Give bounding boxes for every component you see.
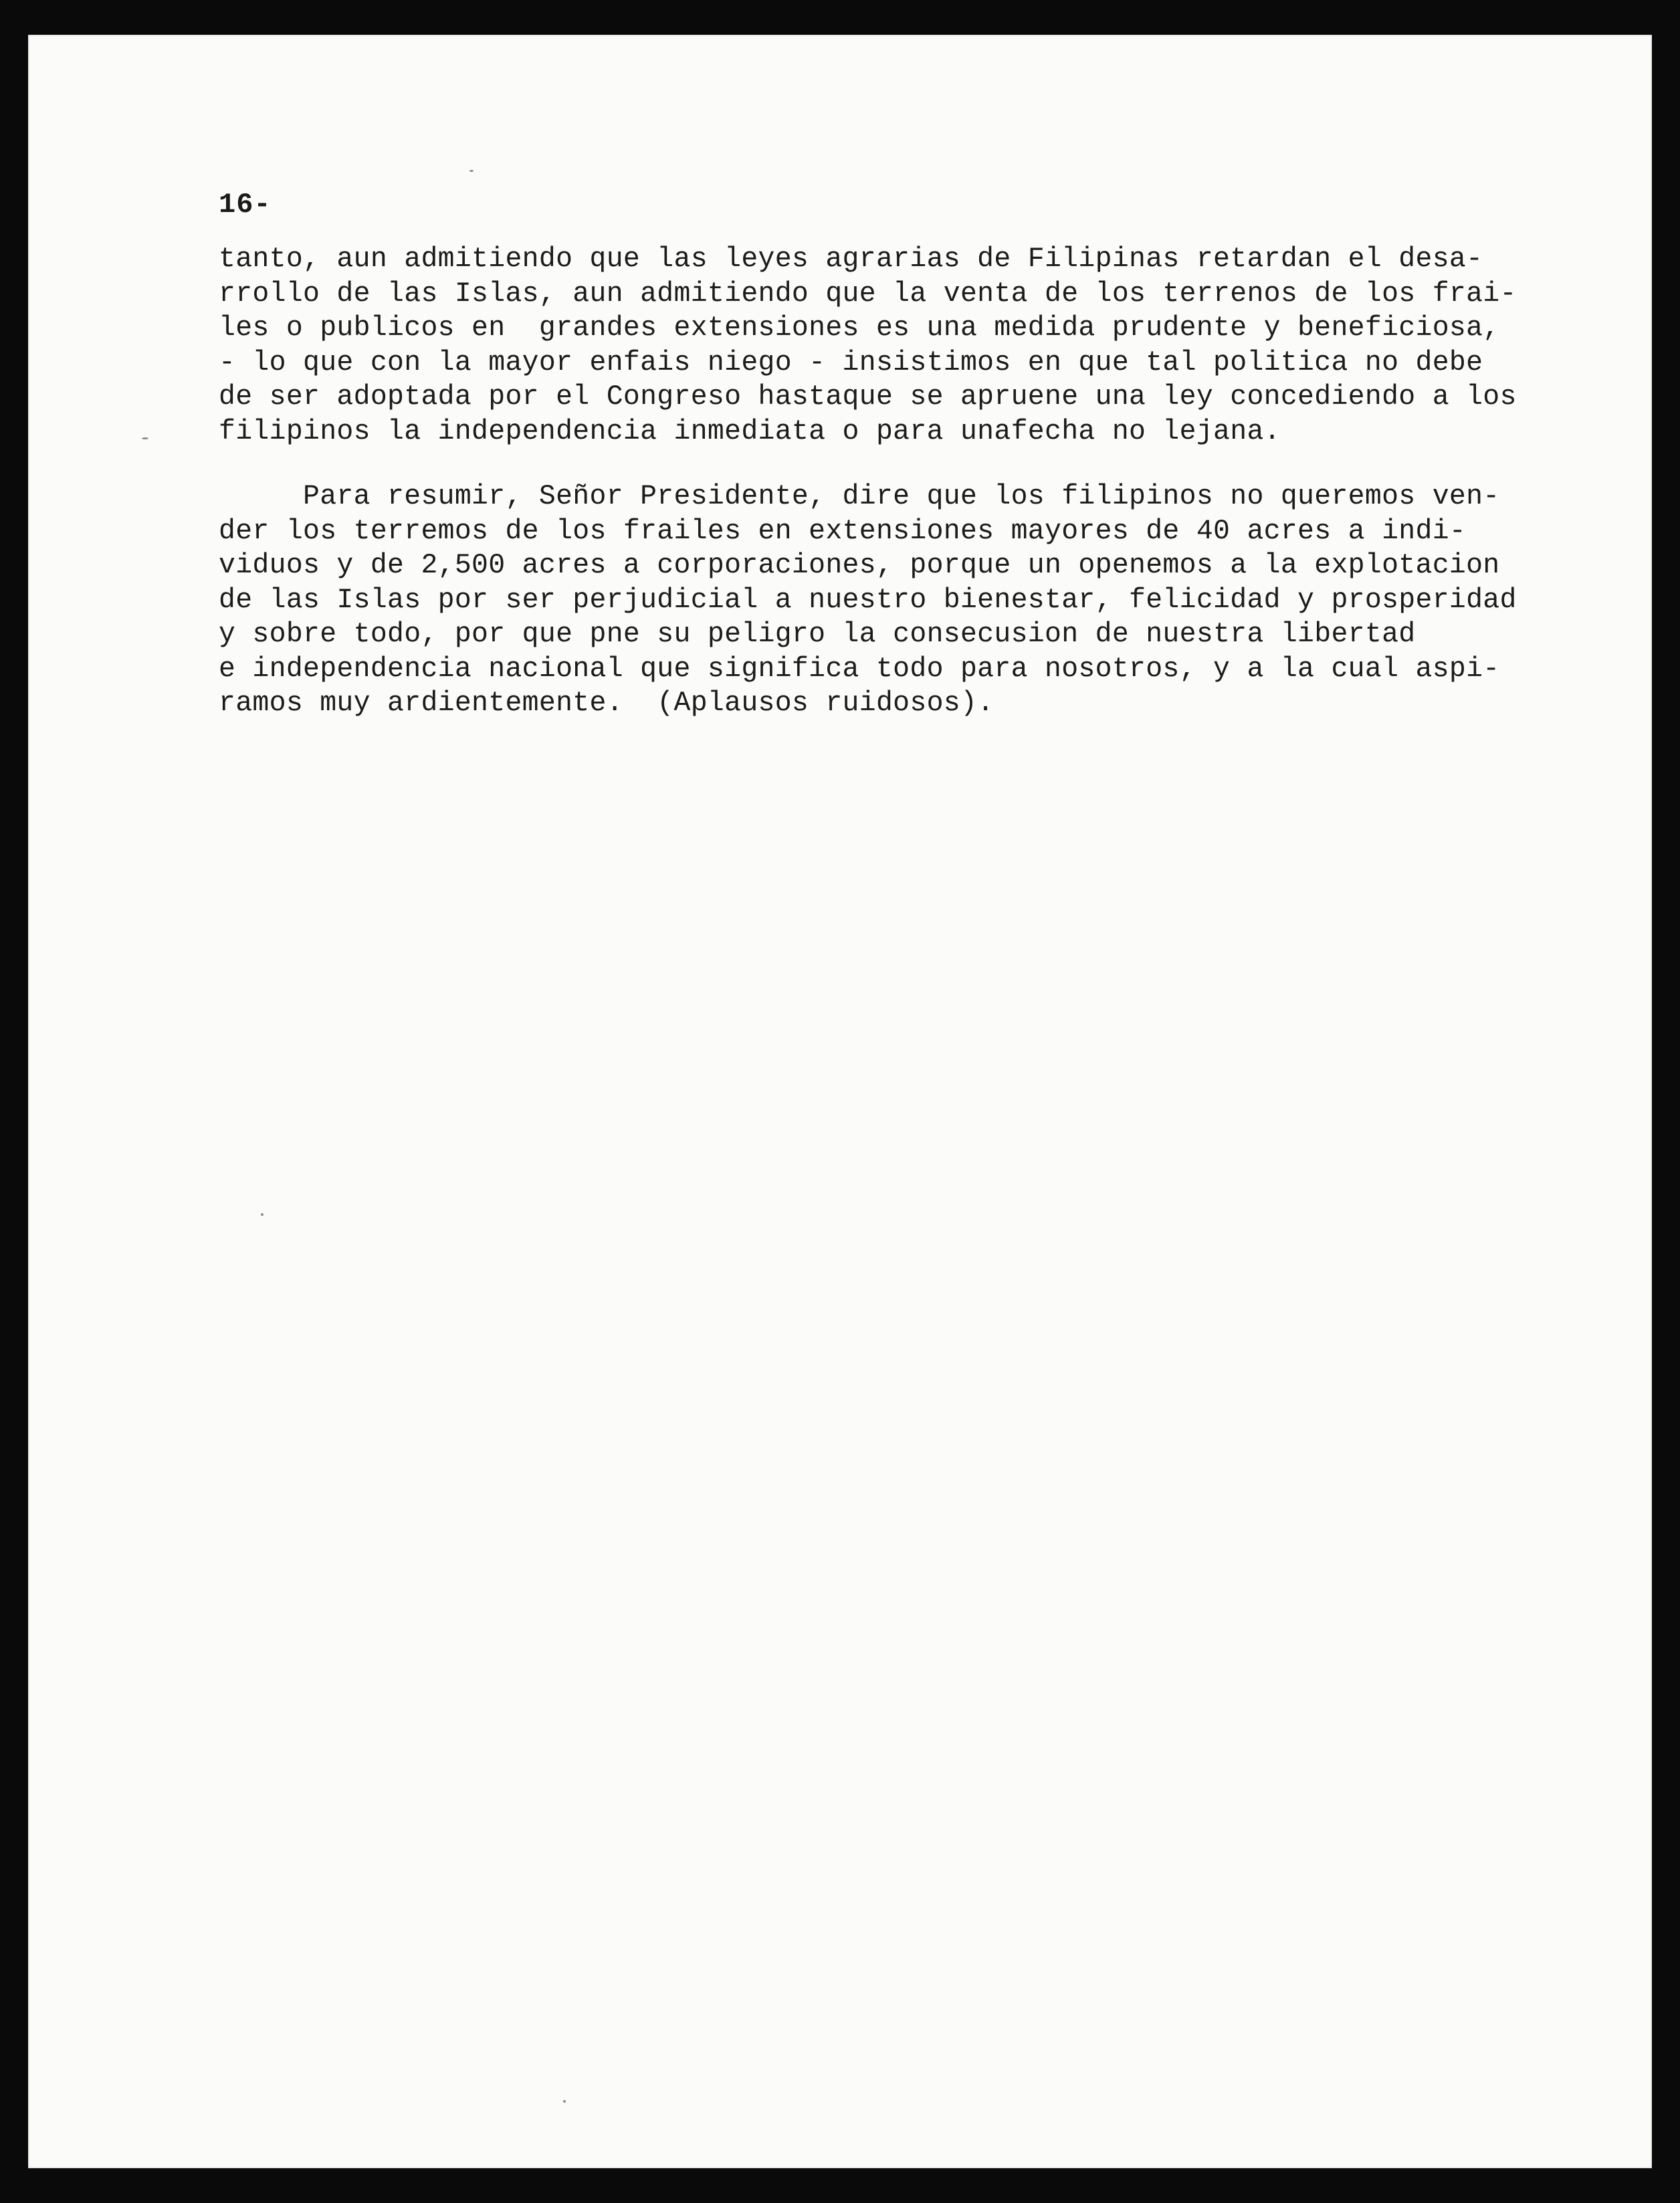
paper-speck [261,1213,264,1216]
paragraph-line: e independencia nacional que significa todo para nosotros, y a la cual aspi- [219,653,1500,685]
paragraph-1 [219,242,1590,449]
paragraph-line: de ser adoptada por el Congreso hastaque se apruene una ley concediendo a los [219,381,1517,413]
paper-speck [469,170,474,172]
paragraph-line: filipinos la independencia inmediata o para unafecha no lejana. [219,415,1281,447]
paragraph-line: rrollo de las Islas, aun admitiendo que la venta de los terrenos de los frai- [219,278,1517,310]
paragraph-line: tanto, aun admitiendo que las leyes agrarias de Filipinas retardan el desa- [219,243,1483,275]
page-number: 16- [219,189,272,221]
paragraph-line: Para resumir, Señor Presidente, dire que los filipinos no queremos ven- [219,481,1500,512]
paragraph-line: der los terremos de los frailes en extensiones mayores de 40 acres a indi- [219,515,1467,547]
paper-speck [142,437,148,439]
document-page [28,35,1652,2168]
paper-speck [563,2100,566,2103]
paragraph-line: viduos y de 2,500 acres a corporaciones, porque un openemos a la explotacion [219,550,1500,581]
paragraph-line: ramos muy ardientemente. (Aplausos ruidosos). [219,688,994,719]
paragraph-2 [219,480,1590,721]
paragraph-line: les o publicos en grandes extensiones es una medida prudente y beneficiosa, [219,312,1500,344]
paragraph-line: y sobre todo, por que pne su peligro la consecusion de nuestra libertad [219,619,1416,650]
paragraph-line: de las Islas por ser perjudicial a nuestro bienestar, felicidad y prosperidad [219,584,1517,616]
paragraph-line: - lo que con la mayor enfais niego - insistimos en que tal politica no debe [219,346,1483,379]
